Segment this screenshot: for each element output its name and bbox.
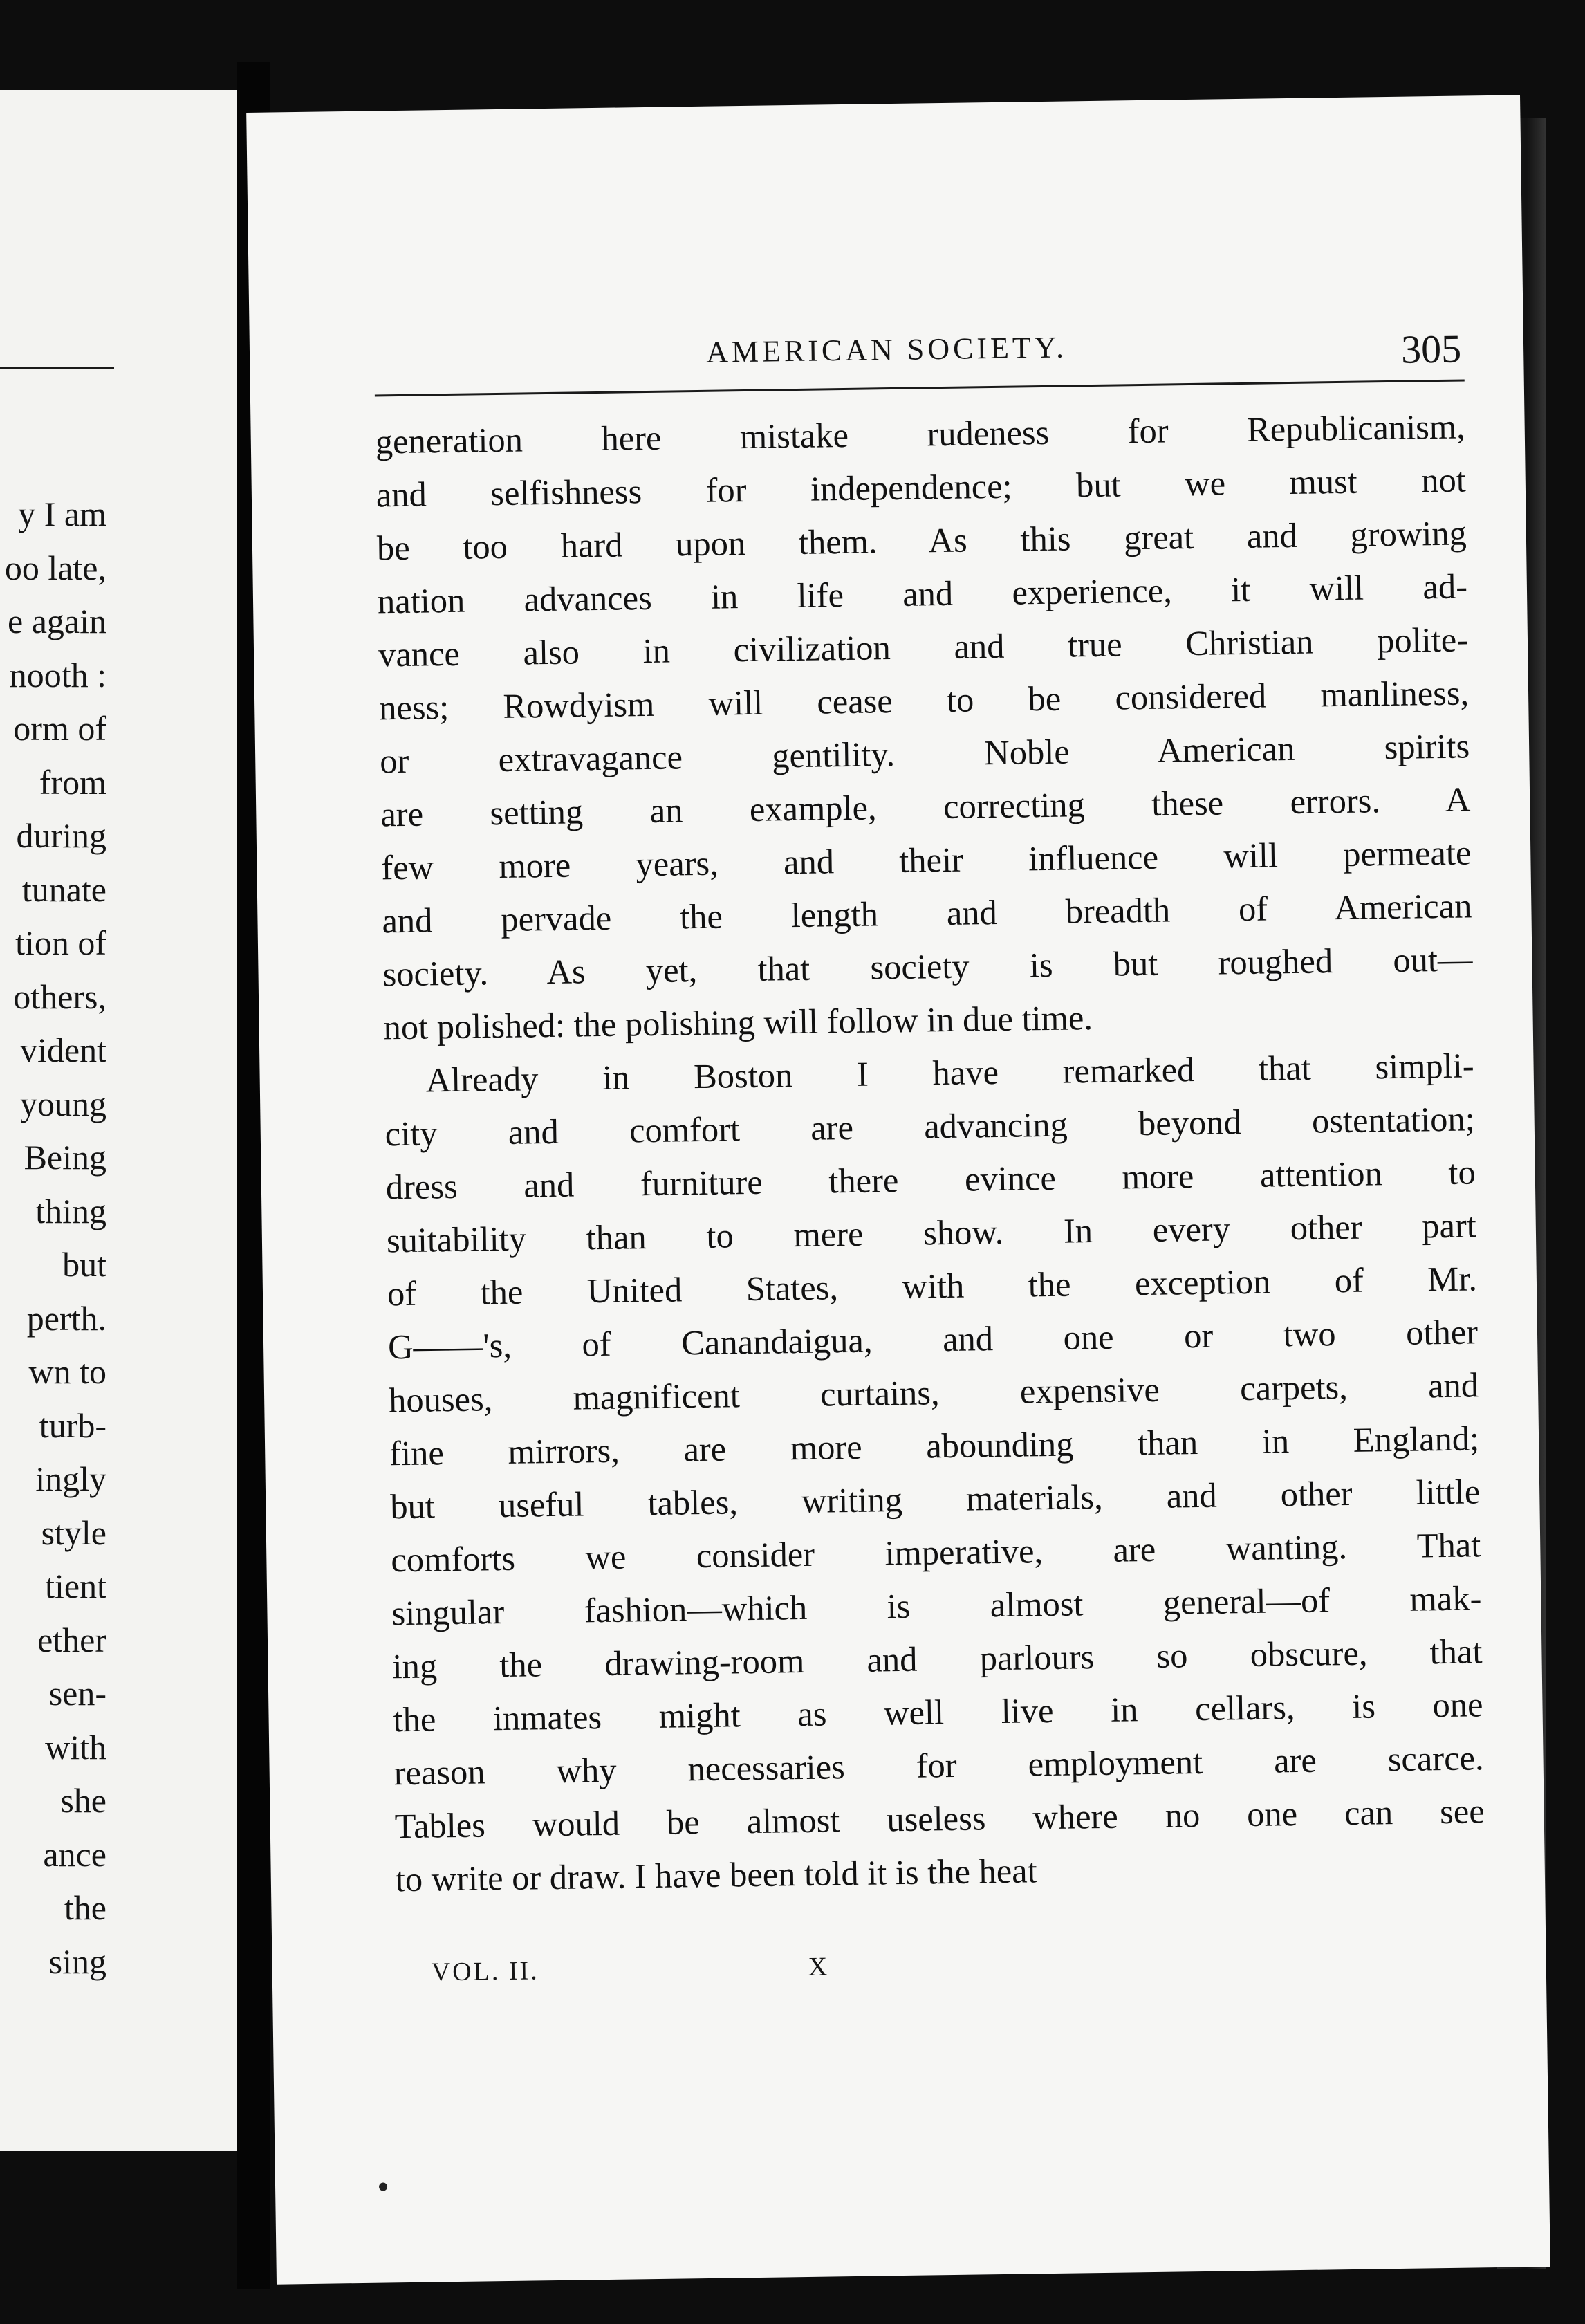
previous-page-line: wn to bbox=[28, 1352, 106, 1391]
running-head: AMERICAN SOCIETY. bbox=[705, 330, 1068, 369]
text-line: society. As yet, that society is but roughed out— bbox=[382, 939, 1473, 994]
previous-page-line: turb- bbox=[39, 1405, 106, 1445]
text-line: suitability than to mere show. In every other part bbox=[386, 1206, 1477, 1260]
ink-speck bbox=[379, 2182, 387, 2191]
text-line: reason why necessaries for employment are scarce. bbox=[393, 1738, 1484, 1793]
text-line: are setting an example, correcting these errors. A bbox=[380, 780, 1471, 834]
previous-page-line: thing bbox=[35, 1191, 106, 1230]
previous-page-line: nooth : bbox=[9, 655, 106, 694]
text-line: ness; Rowdyism will cease to be considered manliness, bbox=[378, 673, 1470, 728]
previous-page-line: sing bbox=[48, 1942, 106, 1981]
text-line: vance also in civilization and true Christian polite- bbox=[378, 620, 1469, 674]
previous-page-line: ether bbox=[37, 1620, 106, 1659]
previous-page-line: others, bbox=[13, 977, 106, 1016]
text-line: of the United States, with the exception of Mr. bbox=[387, 1259, 1478, 1313]
previous-page-text bbox=[5, 488, 106, 1989]
text-line: houses, magnificent curtains, expensive carpets, and bbox=[388, 1365, 1479, 1420]
text-line: Tables would be almost useless where no one can see bbox=[394, 1791, 1485, 1846]
page-footer bbox=[396, 1942, 1487, 1999]
text-line: fine mirrors, are more abounding than in England; bbox=[389, 1419, 1480, 1473]
text-line: the inmates might as well live in cellars, is one bbox=[393, 1685, 1483, 1740]
text-line: ing the drawing-room and parlours so obscure, that bbox=[392, 1632, 1483, 1686]
text-line: city and comfort are advancing beyond ostentation; bbox=[384, 1099, 1476, 1154]
body-text bbox=[375, 400, 1485, 1906]
previous-page-line: but bbox=[62, 1245, 106, 1284]
head-rule bbox=[375, 379, 1465, 396]
text-line: Already in Boston I have remarked that simpli- bbox=[425, 1046, 1474, 1100]
previous-page-line: tient bbox=[45, 1567, 106, 1605]
text-line: and selfishness for independence; but we must not bbox=[376, 460, 1467, 515]
previous-page-line: perth. bbox=[26, 1298, 106, 1338]
previous-page-line: with bbox=[45, 1727, 106, 1767]
previous-page-line: ingly bbox=[35, 1459, 106, 1498]
previous-page-line: vident bbox=[20, 1031, 106, 1069]
text-line: G——'s, of Canandaigua, and one or two other bbox=[387, 1312, 1479, 1367]
volume-signature: VOL. II. bbox=[431, 1956, 539, 1987]
previous-page-line: during bbox=[16, 816, 106, 855]
previous-page-line: Being bbox=[24, 1138, 106, 1177]
previous-page-line: she bbox=[60, 1781, 106, 1820]
previous-page-line: style bbox=[41, 1513, 106, 1552]
previous-page bbox=[0, 90, 237, 2151]
page-number: 305 bbox=[1400, 326, 1462, 372]
text-line: be too hard upon them. As this great and growing bbox=[376, 513, 1467, 568]
text-line: generation here mistake rudeness for Republicanism, bbox=[375, 407, 1466, 461]
previous-page-line: oo late, bbox=[4, 548, 106, 587]
previous-page-line: sen- bbox=[48, 1674, 106, 1713]
previous-page-line: from bbox=[39, 762, 106, 802]
previous-page-text-clip bbox=[0, 90, 237, 2151]
text-line: nation advances in life and experience, it will ad- bbox=[377, 566, 1468, 621]
text-line: few more years, and their influence will permeate bbox=[381, 833, 1472, 887]
text-line: but useful tables, writing materials, and other little bbox=[389, 1472, 1481, 1527]
book-page bbox=[246, 95, 1550, 2284]
previous-page-line: young bbox=[20, 1084, 106, 1123]
previous-page-line: tunate bbox=[21, 869, 106, 909]
previous-page-line: tion of bbox=[15, 923, 106, 962]
previous-page-line: y I am bbox=[18, 495, 106, 533]
previous-page-line: the bbox=[64, 1888, 106, 1927]
text-line: not polished: the polishing will follow in due time. bbox=[383, 998, 1093, 1047]
gathering-signature: X bbox=[808, 1952, 830, 1982]
text-line: comforts we consider imperative, are wanting. That bbox=[391, 1525, 1481, 1580]
text-line: to write or draw. I have been told it is the heat bbox=[395, 1851, 1038, 1899]
text-line: singular fashion—which is almost general—of mak- bbox=[391, 1578, 1482, 1633]
text-line: or extravagance gentility. Noble American spirits bbox=[379, 726, 1470, 781]
previous-page-line: orm of bbox=[13, 709, 106, 748]
text-line: and pervade the length and breadth of American bbox=[382, 886, 1472, 941]
previous-page-line: e again bbox=[8, 602, 106, 640]
previous-page-line: ance bbox=[43, 1834, 106, 1874]
text-line: dress and furniture there evince more attention to bbox=[385, 1152, 1476, 1207]
